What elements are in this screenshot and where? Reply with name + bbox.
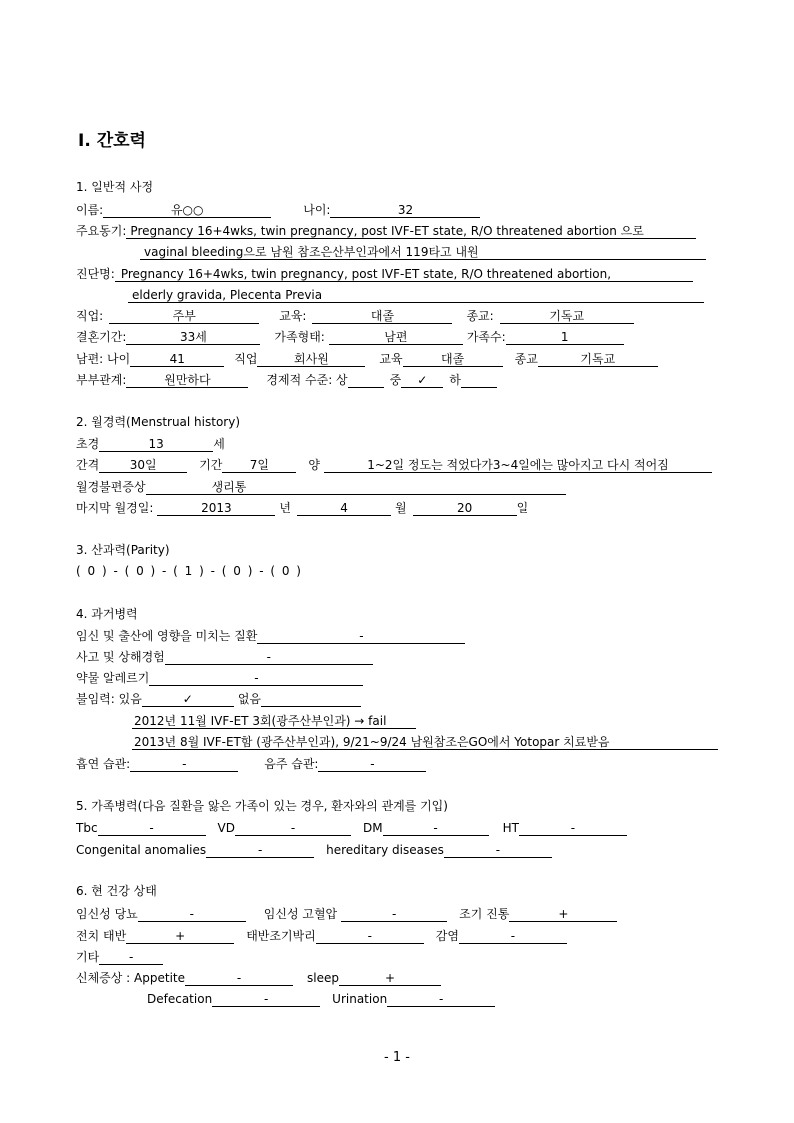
disease-field: - (257, 629, 465, 644)
health-row-5 (147, 991, 495, 1007)
name-age-row (76, 202, 480, 218)
defecation-field: - (212, 992, 320, 1007)
family-type-field: 남편 (329, 330, 463, 345)
health-row-1 (76, 906, 617, 922)
lmp-day-unit: 일 (516, 501, 529, 515)
complaint-line-2: vaginal bleeding으로 남원 참조은산부인과에서 119타고 내원 (140, 245, 706, 260)
economy-label: 경제적 수준: 상 (266, 373, 348, 387)
defecation-label: Defecation (147, 992, 213, 1006)
hereditary-field: - (444, 843, 552, 858)
gdm-label: 임신성 당뇨 (76, 907, 138, 921)
lmp-row (76, 500, 528, 516)
husband-age-label: 남편: 나이 (76, 352, 131, 366)
economy-low-label: 하 (449, 373, 461, 387)
disease-label: 임신 및 출산에 영향을 미치는 질환 (76, 629, 258, 643)
history-row-1 (132, 713, 416, 729)
allergy-field: - (149, 671, 363, 686)
history-row-2 (132, 734, 718, 750)
period-field: 7일 (222, 458, 296, 473)
sleep-label: sleep (307, 971, 339, 985)
discomfort-field: 생리통 (146, 480, 566, 495)
amount-label: 양 (308, 458, 320, 472)
husband-job-label: 직업 (234, 352, 258, 366)
infection-label: 감염 (435, 929, 459, 943)
lmp-label: 마지막 월경일: (76, 501, 154, 515)
accident-row (76, 649, 373, 665)
diagnosis-row (76, 266, 693, 282)
amount-field: 1~2일 정도는 적었다가3~4일에는 많아지고 다시 적어짐 (324, 458, 712, 473)
health-row-4 (76, 970, 441, 986)
lmp-month-field: 4 (297, 501, 391, 516)
page-title: Ⅰ. 간호력 (78, 131, 146, 151)
preterm-field: + (509, 907, 617, 922)
marriage-field: 33세 (126, 330, 260, 345)
age-field: 32 (330, 203, 480, 218)
drinking-label: 음주 습관: (264, 757, 319, 771)
section-5-heading: 5. 가족병력(다음 질환을 앓은 가족이 있는 경우, 환자와의 관계를 기입) (76, 799, 448, 813)
urination-field: - (387, 992, 495, 1007)
age-label: 나이: (303, 203, 331, 217)
dm-label: DM (363, 821, 383, 835)
family-disease-row-2 (76, 842, 552, 858)
religion-field: 기독교 (500, 309, 634, 324)
menarche-unit: 세 (213, 437, 225, 451)
husband-edu-label: 교육 (379, 352, 403, 366)
education-label: 교육: (279, 309, 307, 323)
abruption-field: - (316, 929, 424, 944)
infertility-no-field (261, 706, 361, 707)
parity-values: ( 0 ) - ( 0 ) - ( 1 ) - ( 0 ) - ( 0 ) (76, 564, 301, 578)
family-count-label: 가족수: (466, 330, 506, 344)
diagnosis-line-1: Pregnancy 16+4wks, twin pregnancy, post IVF-ET state, R/O threatened abortion, (115, 267, 693, 282)
job-label: 직업: (76, 309, 104, 323)
section-2-heading: 2. 월경력(Menstrual history) (76, 415, 241, 429)
smoking-label: 흡연 습관: (76, 757, 131, 771)
urination-label: Urination (332, 992, 388, 1006)
lmp-day-field: 20 (413, 501, 517, 516)
diagnosis-row-2 (128, 287, 704, 303)
husband-age-field: 41 (130, 352, 224, 367)
husband-job-field: 회사원 (257, 352, 365, 367)
economy-high-field (348, 387, 384, 388)
gdm-field: - (138, 907, 246, 922)
infertility-history-1: 2012년 11월 IVF-ET 3회(광주산부인과) → fail (132, 714, 416, 729)
hereditary-label: hereditary diseases (326, 843, 444, 857)
husband-religion-label: 종교 (514, 352, 538, 366)
accident-field: - (165, 650, 373, 665)
lmp-month-unit: 월 (395, 501, 407, 515)
couple-row (76, 372, 497, 388)
health-row-3 (76, 949, 163, 965)
couple-field: 원만하다 (126, 373, 248, 388)
complaint-line-1: Pregnancy 16+4wks, twin pregnancy, post IVF-ET state, R/O threatened abortion 으로 (126, 224, 696, 239)
vd-field: - (235, 821, 351, 836)
section-6-heading: 6. 현 건강 상태 (76, 884, 157, 898)
pih-label: 임신성 고혈압 (263, 907, 338, 921)
pih-field: - (341, 907, 447, 922)
menarche-field: 13 (99, 437, 213, 452)
family-disease-row-1 (76, 820, 627, 836)
dm-field: - (383, 821, 489, 836)
infection-field: - (459, 929, 567, 944)
previa-label: 전치 태반 (76, 929, 127, 943)
name-label: 이름: (76, 203, 104, 217)
disease-row (76, 628, 465, 644)
discomfort-row (76, 479, 566, 495)
name-field: 유○○ (103, 203, 271, 218)
interval-row (76, 457, 712, 473)
diagnosis-line-2: elderly gravida, Plecenta Previa (128, 288, 704, 303)
congenital-label: Congenital anomalies (76, 843, 207, 857)
previa-field: + (126, 929, 234, 944)
period-label: 기간 (199, 458, 223, 472)
complaint-row (76, 223, 696, 239)
abruption-label: 태반조기박리 (246, 929, 316, 943)
section-3-heading: 3. 산과력(Parity) (76, 543, 170, 557)
menarche-row (76, 436, 225, 452)
congenital-field: - (206, 843, 314, 858)
infertility-yes-check: ✓ (142, 692, 234, 707)
tbc-label: Tbc (76, 821, 98, 835)
husband-row (76, 351, 658, 367)
economy-mid-check: ✓ (401, 373, 443, 388)
accident-label: 사고 및 상해경험 (76, 650, 165, 664)
ht-label: HT (502, 821, 519, 835)
economy-low-field (461, 387, 497, 388)
lmp-year-unit: 년 (279, 501, 292, 515)
infertility-label: 불임력: 있음 (76, 692, 142, 706)
infertility-no-label: 없음 (237, 692, 262, 706)
preterm-label: 조기 진통 (459, 907, 510, 921)
infertility-row (76, 691, 361, 707)
interval-field: 30일 (99, 458, 187, 473)
education-field: 대졸 (312, 309, 452, 324)
sleep-field: + (339, 971, 441, 986)
husband-edu-field: 대졸 (403, 352, 503, 367)
discomfort-label: 월경불편증상 (76, 480, 146, 494)
lmp-year-field: 2013 (157, 501, 275, 516)
infertility-history-2: 2013년 8월 IVF-ET함 (광주산부인과), 9/21~9/24 남원참조은GO에서 Yotopar 치료받음 (132, 735, 718, 750)
tbc-field: - (98, 821, 206, 836)
other-field: - (99, 950, 163, 965)
symptom-label: 신체증상 : Appetite (76, 971, 185, 985)
marriage-row (76, 329, 624, 345)
ht-field: - (519, 821, 627, 836)
appetite-field: - (185, 971, 293, 986)
page-number: - 1 - (384, 1050, 410, 1065)
allergy-label: 약물 알레르기 (76, 671, 150, 685)
husband-religion-field: 기독교 (538, 352, 658, 367)
family-count-field: 1 (506, 330, 624, 345)
economy-mid-label: 중 (389, 373, 402, 387)
couple-label: 부부관계: (76, 373, 127, 387)
habit-row (76, 756, 426, 772)
drinking-field: - (318, 757, 426, 772)
marriage-label: 결혼기간: (76, 330, 127, 344)
job-row (76, 308, 634, 324)
interval-label: 간격 (76, 458, 100, 472)
health-row-2 (76, 928, 567, 944)
other-label: 기타 (76, 950, 100, 964)
job-field: 주부 (109, 309, 259, 324)
allergy-row (76, 670, 363, 686)
family-type-label: 가족형태: (274, 330, 325, 344)
religion-label: 종교: (466, 309, 494, 323)
smoking-field: - (130, 757, 238, 772)
menarche-label: 초경 (76, 437, 100, 451)
section-1-heading: 1. 일반적 사정 (76, 180, 154, 194)
complaint-row-2 (140, 244, 706, 260)
diagnosis-label: 진단명: (76, 267, 115, 281)
complaint-label: 주요동기: (76, 224, 127, 238)
vd-label: VD (217, 821, 235, 835)
section-4-heading: 4. 과거병력 (76, 607, 138, 621)
